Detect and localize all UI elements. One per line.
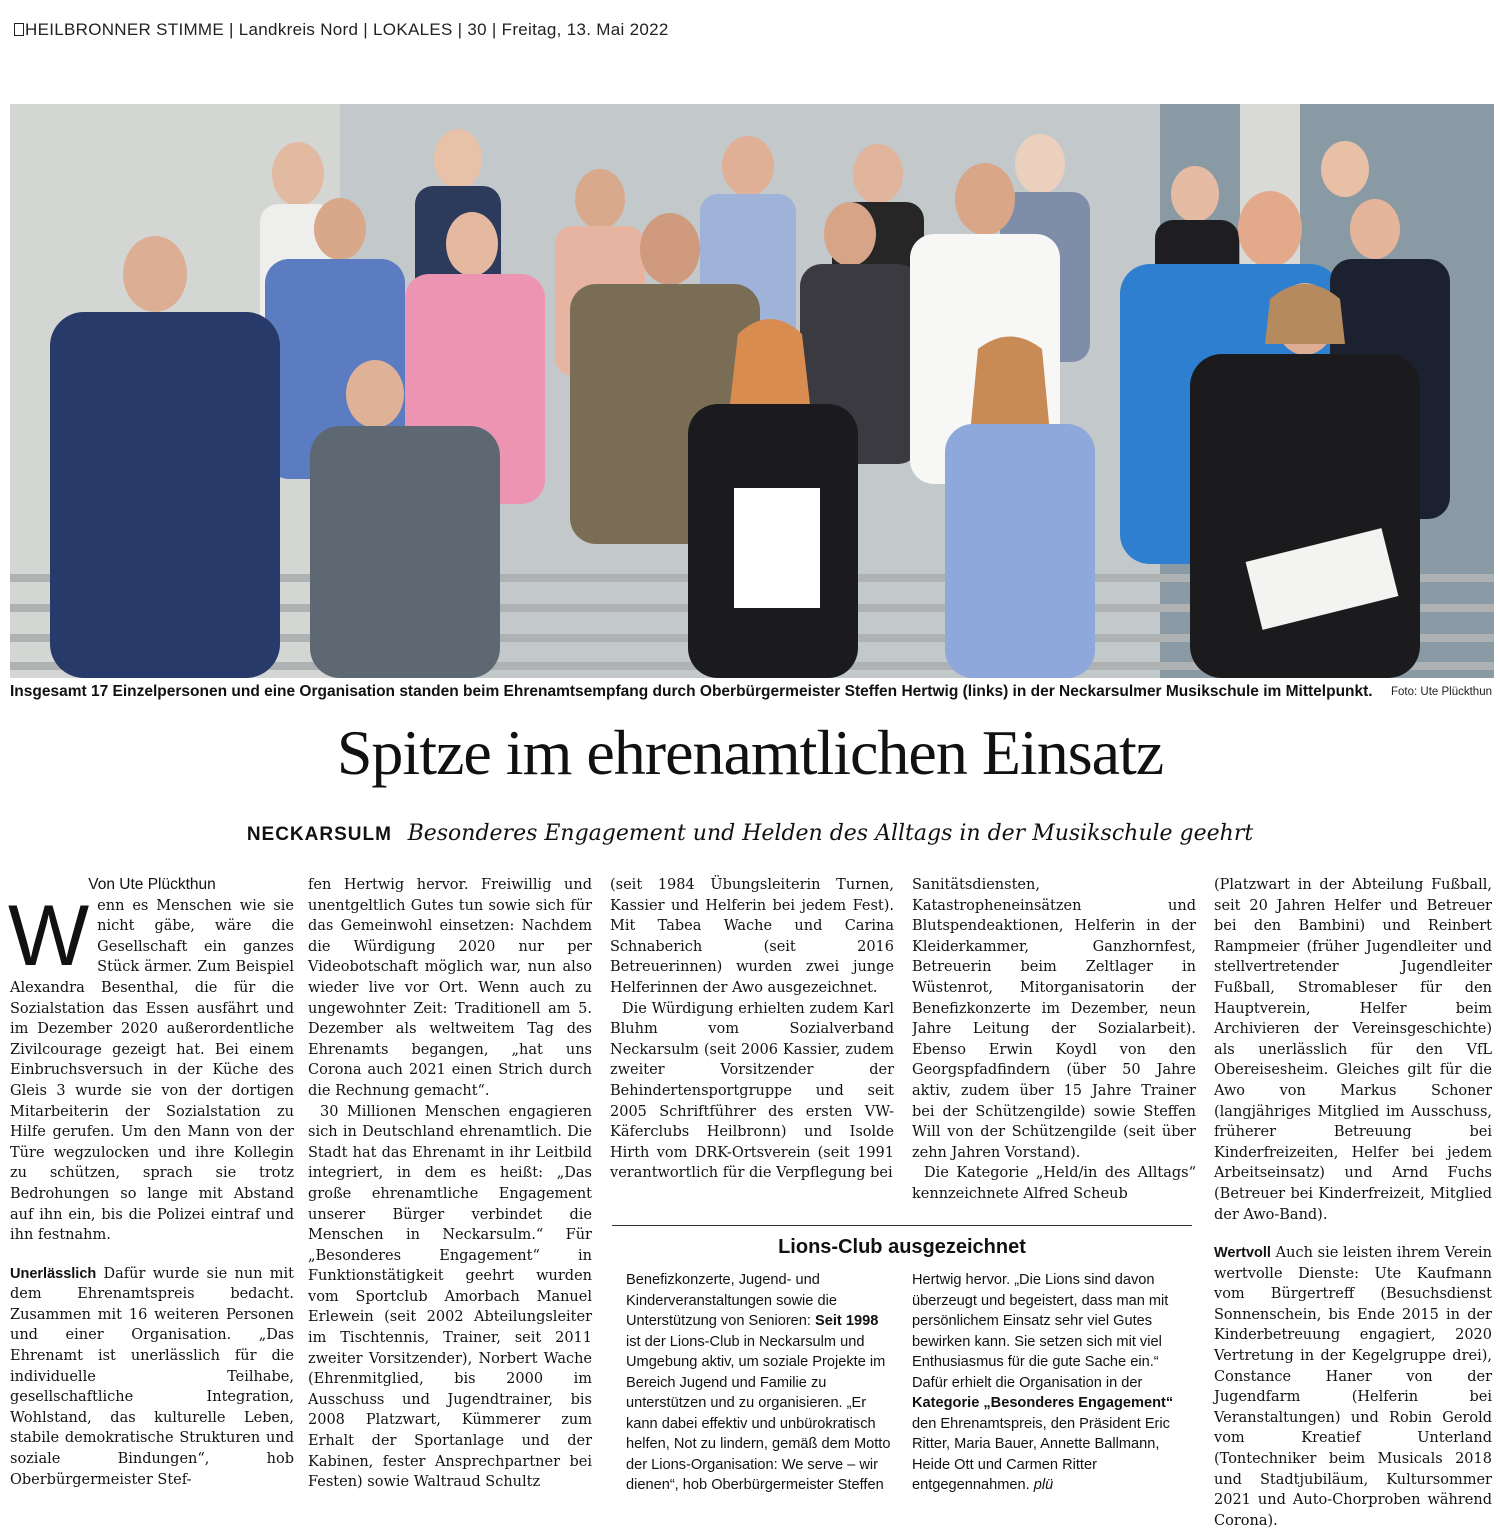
paragraph: Die Kategorie „Held/in des Alltags“ kennzeichnete Alfred Scheub (912, 1165, 1196, 1200)
paragraph: enn es Menschen wie sie nicht gäbe, wäre die Gesellschaft ein ganzes Stück ärmer. Zum Beispiel Alexandra Besenthal, die für die Sozialstation das Essen ausfährt und im Dezember 2020 außerordentliche Zivilcourage gezeigt hat. Bei einem Einbruchsversuch in der Küche des Gleis 3 wurde sie von der dortigen Mitarbeiterin der Sozialstation zu Hilfe gerufen. Um den Mann von der Türe wegzulocken und ihre Kollegin zu schützen, sprach sie trotz Bedrohungen so lange mit Abstand auf ihn ein, bis die Polizei eintraf und ihn festnahm. (10, 897, 294, 1244)
article-column-5 (1214, 875, 1492, 1531)
byline: Von Ute Plückthun (88, 876, 216, 893)
section-lead: Unerlässlich (10, 1265, 97, 1282)
infobox-bold: Seit 1998 (815, 1313, 879, 1329)
paragraph: Auch sie leisten ihrem Verein wertvolle Dienste: Ute Kaufmann vom Bürgertreff (Besuchsdienst Sonnenschein, bis Ende 2015 in der Kinderbetreuung engagiert, 2020 Vertretung in der Kegelgruppe drei), Constance Haner von der Jugendfarm (Helferin bei Veranstaltungen) und Robin Gerold vom Kreatief Unterland (Tontechniker beim Musicals 2018 und Stadtjubiläum, Kultursommer 2021 und Auto-Chorproben während Corona). (1214, 1245, 1492, 1529)
infobox-lions-club (612, 1225, 1192, 1526)
dropcap: W (8, 887, 90, 984)
kicker: NECKARSULM (246, 824, 392, 845)
paragraph: (seit 1984 Übungsleiterin Turnen, Kassier und Helferin bei jedem Fest). Mit Tabea Wache und Carina Schnaberich (seit 2016 Betreuerinnen) wurden zwei junge Helferinnen der Awo ausgezeichnet. (610, 877, 894, 996)
infobox-bold: Kategorie „Besonderes Engagement“ (912, 1395, 1174, 1411)
paragraph: Dafür wurde sie nun mit dem Ehrenamtspreis bedacht. Zusammen mit 16 weiteren Personen und einer Organisation. „Das Ehrenamt ist unerlässlich für die individuelle Teilhabe, gesellschaftliche Integration, Wohlstand, das kulturelle Leben, stabile demokratische Strukturen und soziale Bindungen“, hob Oberbürgermeister Stef- (10, 1265, 294, 1488)
photo-credit: Foto: Ute Plückthun (1391, 686, 1492, 698)
article-column-4 (912, 875, 1196, 1200)
masthead-text: HEILBRONNER STIMME | Landkreis Nord | LOKALES | 30 | Freitag, 13. Mai 2022 (25, 20, 669, 39)
article-column-2 (308, 875, 592, 1493)
deck: Besonderes Engagement und Helden des Alltags in der Musikschule geehrt (407, 821, 1254, 846)
masthead (14, 20, 1014, 46)
infobox-column-1 (626, 1270, 896, 1496)
logo-icon (14, 23, 24, 36)
section-lead: Wertvoll (1214, 1245, 1271, 1262)
infobox-title: Lions-Club ausgezeichnet (778, 1236, 1026, 1258)
infobox-column-2 (912, 1270, 1182, 1496)
photo-caption: Insgesamt 17 Einzelpersonen und eine Organisation standen beim Ehrenamtsempfang durch Oberbürgermeister Steffen Hertwig (links) in der Neckarsulmer Musikschule im Mittelpunkt. (10, 683, 1373, 700)
headline: Spitze im ehrenamtlichen Einsatz (336, 717, 1164, 788)
paragraph: 30 Millionen Menschen engagieren sich in Deutschland ehrenamtlich. Die Stadt hat das Ehrenamt in ihr Leitbild integriert, in dem es heißt: „Das große ehrenamtliche Engagement unserer Bürger verbindet die Menschen in Neckarsulm.“ Für „Besonderes Engagement“ in Funktionstätigkeit geehrt wurden vom Sportclub Amorbach Manuel Erlewein (seit 2002 Abteilungsleiter im Tischtennis, Trainer, seit 2011 zweiter Vorsitzender), Norbert Wache (Ehrenmitglied, bis 2000 im Ausschuss und Jugendtrainer, bis 2008 Platzwart, Kümmerer zum Erhalt der Sportanlage und der Kabinen, fester Ansprechpartner bei Festen) sowie Waltraud Schultz (308, 1103, 592, 1491)
author-signature: plü (1033, 1477, 1054, 1493)
infobox-text: Hertwig hervor. „Die Lions sind davon überzeugt und begeistert, dass man mit persönlichem Einsatz sehr viel Gutes bewirken kann. Sie setzen sich mit viel Enthusiasmus für die gute Sache ein.“ Dafür erhielt die Organisation in der (912, 1272, 1169, 1391)
infobox-text: den Ehrenamtspreis, den Präsident Eric Ritter, Maria Bauer, Annette Ballmann, Heide Ott und Carmen Ritter entgegennahmen. (912, 1415, 1170, 1493)
subline (0, 818, 1500, 846)
group-photo (10, 104, 1494, 678)
paragraph: Die Würdigung erhielten zudem Karl Bluhm vom Sozialverband Neckarsulm (seit 2006 Kassier, zudem zweiter Vorsitzender der Behindertensportgruppe und seit 2005 Schriftführer des ersten VW-Käferclubs Heilbronn) und Isolde Hirth vom DRK-Ortsverein (seit 1991 verantwortlich für die Verpflegung bei (610, 1000, 894, 1182)
group-photo-icon (10, 104, 1494, 678)
paragraph: Sanitätsdiensten, Katastropheneinsätzen und Blutspendeaktionen, Helferin in der Kleiderkammer, Ganzhornfest, Betreuerin beim Zeltlager in Wüstenrot, Mitorganisatorin der Benefizkonzerte im Dezember, neun Jahre Leitung der Sozialarbeit). Ebenso Erwin Koydl von den Georgspfadfindern (über 50 Jahre aktiv, zudem über 15 Jahre Trainer bei der Schützengilde) sowie Steffen Will von der Schützengilde (seit über zehn Jahren Vorstand). (912, 877, 1196, 1161)
paragraph: fen Hertwig hervor. Freiwillig und unentgeltlich Gutes tun sowie sich für das Gemeinwohl einsetzen: Nachdem die Würdigung 2020 nur per Videobotschaft möglich war, nun also wieder live vor Ort. Wenn auch zu ungewohnter Zeit: Traditionell am 5. Dezember als weltweitem Tag des Ehrenamts begangen, „hat uns Corona auch 2021 einen Strich durch die Rechnung gemacht“. (308, 877, 592, 1099)
article-column-1 (10, 875, 294, 1490)
paragraph: (Platzwart in der Abteilung Fußball, seit 20 Jahren Helfer und Betreuer bei den Bambini) und Reinbert Rampmeier (früher Jugendleiter und stellvertretender Jugendleiter Fußball, Stromableser für den Hauptverein, Helfer beim Archivieren der Vereinsgeschichte) als unerlässlich für den VfL Obereisesheim. Gleiches gilt für die Awo von Markus Schoner (langjähriges Mitglied im Ausschuss, früherer Betreuung bei Kinderfreizeiten, Helfer bei jedem Arbeitseinsatz) und Arnd Fuchs (Betreuer bei Kinderfreizeit, Mitglied der Awo-Band). (1214, 877, 1492, 1223)
infobox-text: Benefizkonzerte, Jugend- und Kinderveranstaltungen sowie die Unterstützung von Senioren: (626, 1272, 837, 1329)
article-column-3 (610, 875, 894, 1200)
infobox-text: ist der Lions-Club in Neckarsulm und Umgebung aktiv, um soziale Projekte im Bereich Jugend und Familie zu unterstützen und zu organisieren. „Er kann dabei effektiv und unbürokratisch helfen, Not zu lindern, gemäß dem Motto der Lions-Organisation: We serve – wir dienen“, hob Oberbürgermeister Steffen (626, 1333, 891, 1493)
